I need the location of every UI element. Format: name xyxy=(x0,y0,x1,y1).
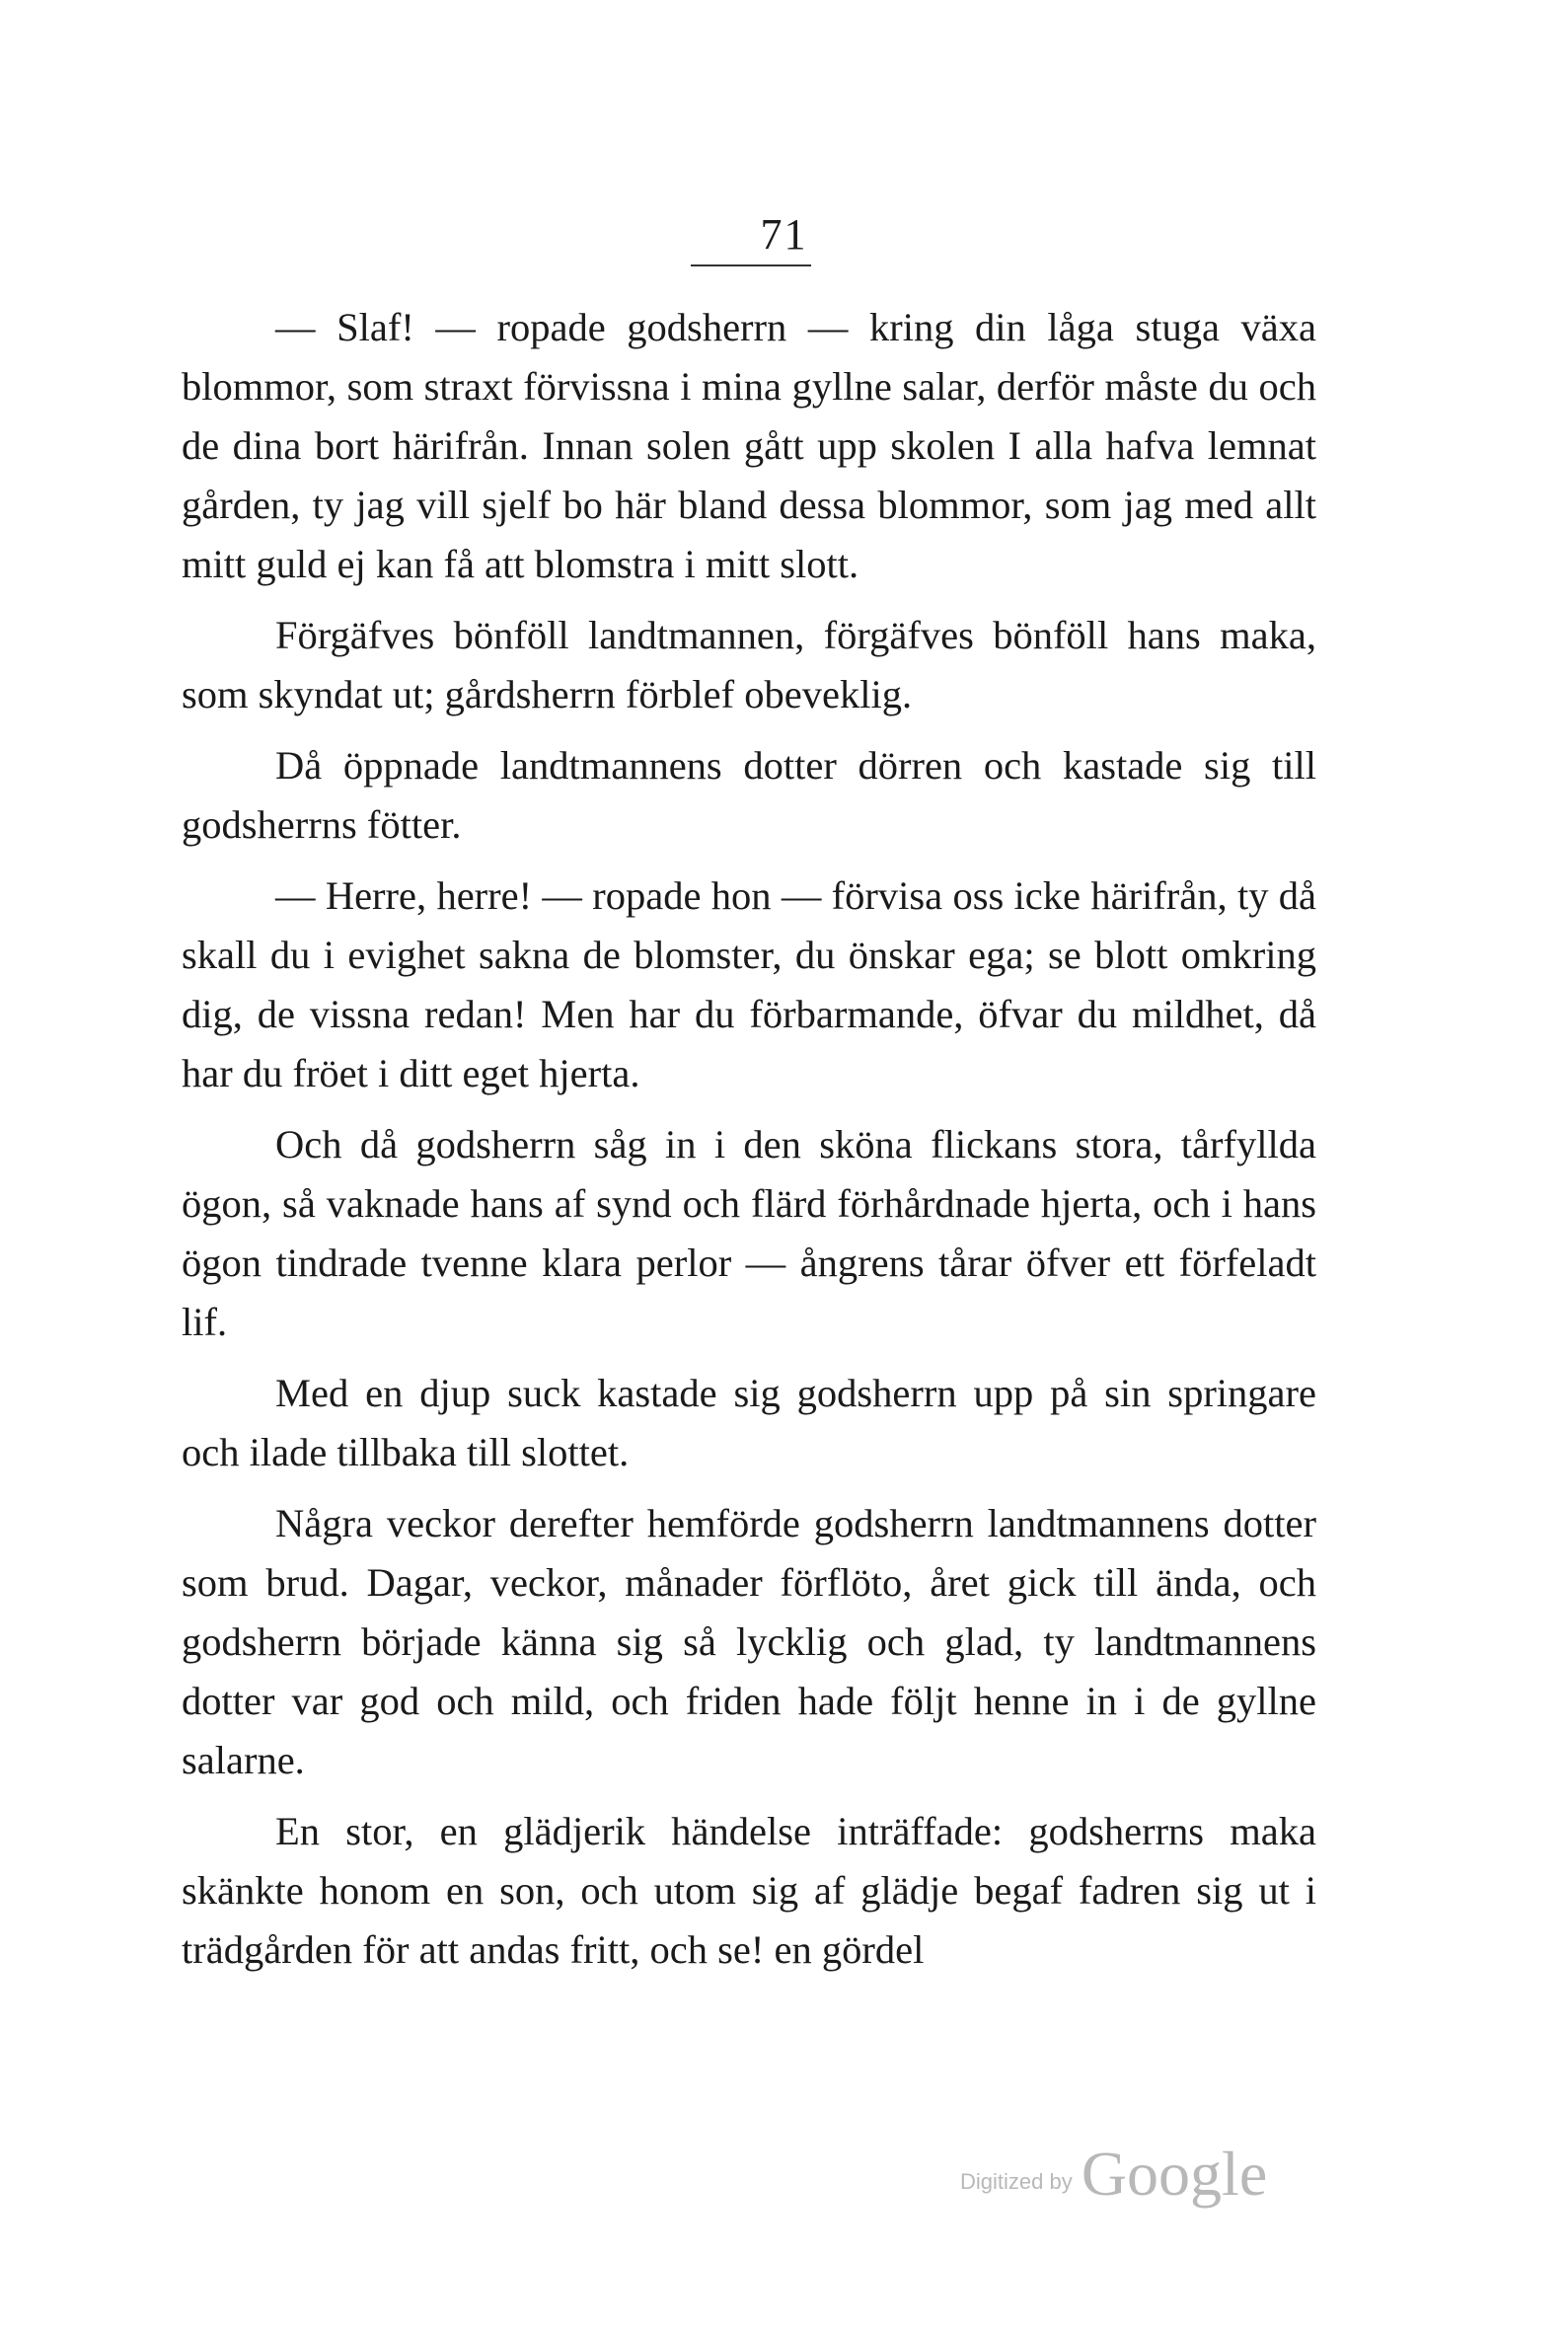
watermark-prefix: Digitized by xyxy=(960,2169,1073,2194)
body-text xyxy=(182,298,1316,1992)
paragraph-2: Förgäfves bönföll landtmannen, förgäfves bönföll hans maka, som skyndat ut; gårdsherrn förblef obeveklig. xyxy=(182,613,1316,716)
paragraph-8: En stor, en glädjerik händelse inträffade: godsherrns maka skänkte honom en son, och utom sig af glädje begaf fadren sig ut i trädgården för att andas fritt, och se! en gördel xyxy=(182,1809,1316,1972)
page-number-rule xyxy=(691,264,811,266)
paragraph-1: — Slaf! — ropade godsherrn — kring din låga stuga växa blommor, som straxt förvissna i mina gyllne salar, derför måste du och de dina bort härifrån. Innan solen gått upp skolen I alla hafva lemnat gården, ty jag vill sjelf bo här bland dessa blommor, som jag med allt mitt guld ej kan få att blomstra i mitt slott. xyxy=(182,305,1316,586)
paragraph-4: — Herre, herre! — ropade hon — förvisa oss icke härifrån, ty då skall du i evighet sakna de blomster, du önskar ega; se blott omkring dig, de vissna redan! Men har du förbarmande, öfvar du mildhet, då har du fröet i ditt eget hjerta. xyxy=(182,873,1316,1095)
paragraph-7: Några veckor derefter hemförde godsherrn landtmannens dotter som brud. Dagar, veckor, månader förflöto, året gick till ända, och godsherrn började känna sig så lycklig och glad, ty landtmannens dotter var god och mild, och friden hade följt henne in i de gyllne salarne. xyxy=(182,1501,1316,1782)
paragraph-6: Med en djup suck kastade sig godsherrn upp på sin springare och ilade tillbaka till slottet. xyxy=(182,1371,1316,1474)
paragraph-3: Då öppnade landtmannens dotter dörren och kastade sig till godsherrns fötter. xyxy=(182,743,1316,847)
paragraph-5: Och då godsherrn såg in i den sköna flickans stora, tårfyllda ögon, så vaknade hans af synd och flärd förhårdnade hjerta, och i hans ögon tindrade tvenne klara perlor — ångrens tårar öfver ett förfeladt lif. xyxy=(182,1122,1316,1344)
digitized-watermark xyxy=(960,2138,1267,2211)
google-logo: Google xyxy=(1081,2139,1268,2209)
page-number: 71 xyxy=(760,210,808,259)
